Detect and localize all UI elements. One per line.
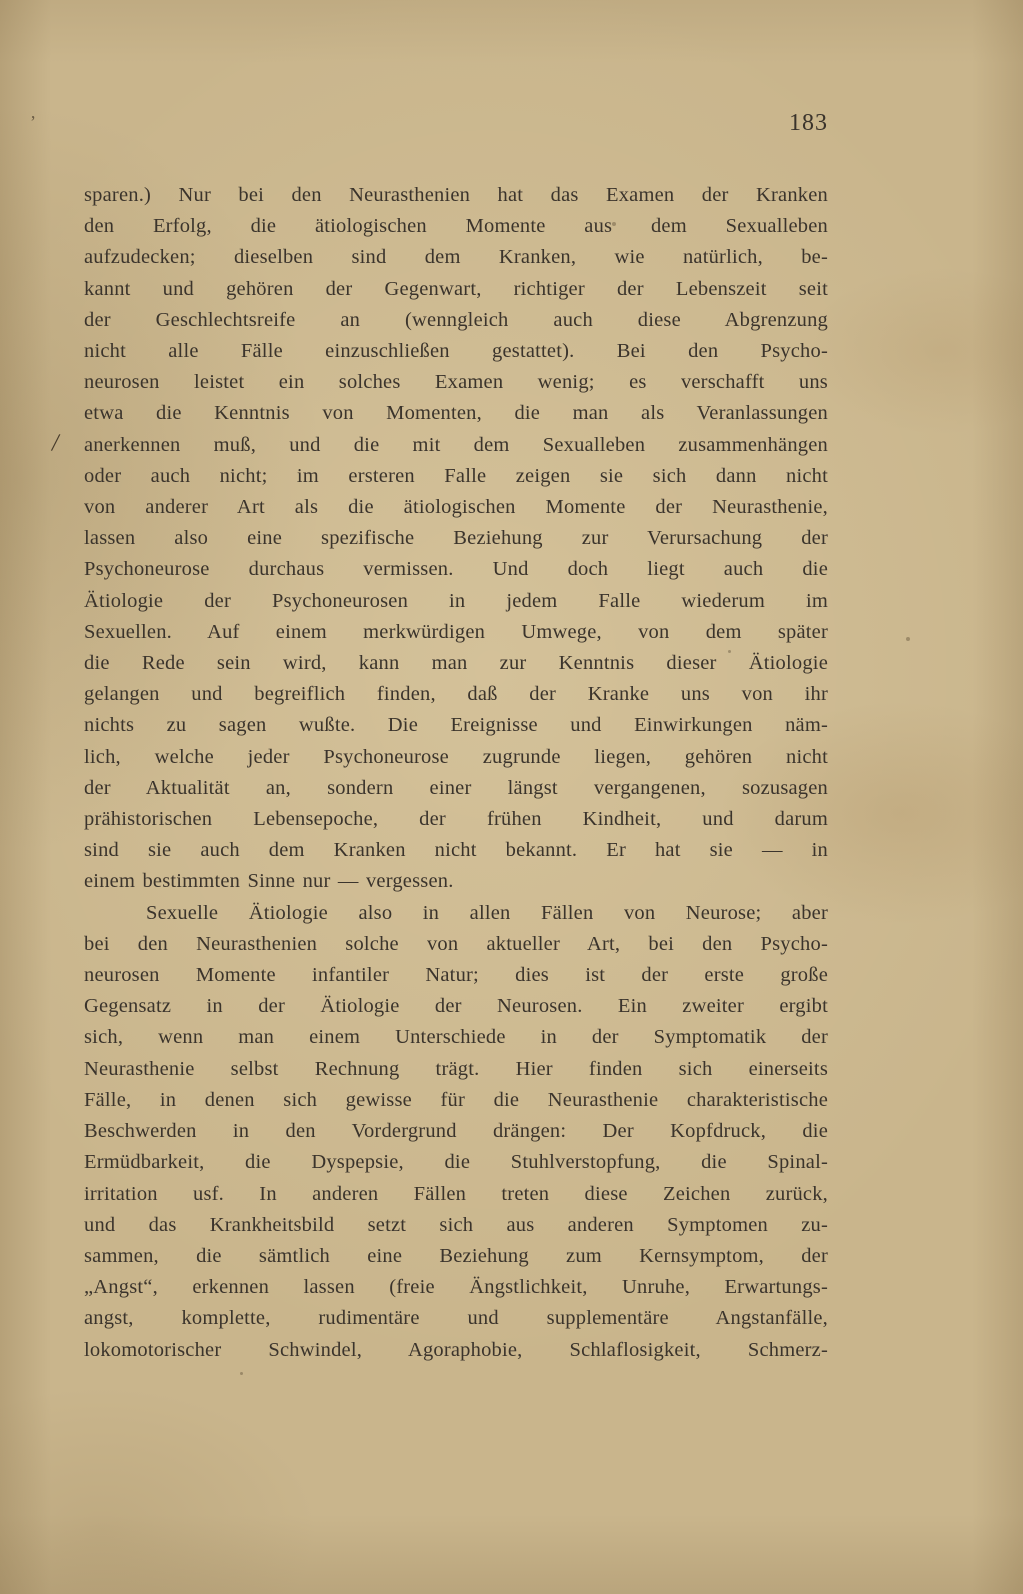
text-line: aufzudecken; dieselben sind dem Kranken, wie natürlich, be- <box>84 246 828 269</box>
text-line: Psychoneurose durchaus vermissen. Und doch liegt auch die <box>84 558 828 581</box>
text-line: Beschwerden in den Vordergrund drängen: Der Kopfdruck, die <box>84 1120 828 1143</box>
text-line: der Aktualität an, sondern einer längst vergangenen, sozusagen <box>84 776 828 799</box>
text-line: „Angst“, erkennen lassen (freie Ängstlichkeit, Unruhe, Erwartungs- <box>84 1276 828 1299</box>
text-line: Neurasthenie selbst Rechnung trägt. Hier finden sich einerseits <box>84 1057 828 1080</box>
text-line: anerkennen muß, und die mit dem Sexualleben zusammenhängen <box>84 433 828 456</box>
text-line: etwa die Kenntnis von Momenten, die man als Veranlassungen <box>84 402 828 425</box>
text-line: den Erfolg, die ätiologischen Momente aus dem Sexualleben <box>84 215 828 238</box>
scan-artifact-tick: ’ <box>30 112 36 132</box>
text-line: und das Krankheitsbild setzt sich aus anderen Symptomen zu- <box>84 1213 828 1236</box>
page-number: 183 <box>789 110 828 136</box>
text-line: Gegensatz in der Ätiologie der Neurosen. Ein zweiter ergibt <box>84 995 828 1018</box>
text-line: Sexuellen. Auf einem merkwürdigen Umwege, von dem später <box>84 620 828 643</box>
text-line: neurosen Momente infantiler Natur; dies ist der erste große <box>84 964 828 987</box>
scan-artifact-slash: / <box>50 427 62 458</box>
text-line: lich, welche jeder Psychoneurose zugrunde liegen, gehören nicht <box>84 745 828 768</box>
text-line: lokomotorischer Schwindel, Agoraphobie, Schlaflosigkeit, Schmerz- <box>84 1338 828 1361</box>
text-line: einem bestimmten Sinne nur — vergessen. <box>84 870 454 893</box>
text-line: sparen.) Nur bei den Neurasthenien hat das Examen der Kranken <box>84 184 828 206</box>
text-line: sind sie auch dem Kranken nicht bekannt. Er hat sie — in <box>84 839 828 862</box>
text-line: bei den Neurasthenien solche von aktueller Art, bei den Psycho- <box>84 932 828 955</box>
text-line: Ätiologie der Psychoneurosen in jedem Falle wiederum im <box>84 589 828 612</box>
text-line: nichts zu sagen wußte. Die Ereignisse und Einwirkungen näm- <box>84 714 828 737</box>
text-line: nicht alle Fälle einzuschließen gestattet). Bei den Psycho- <box>84 340 828 363</box>
text-line: angst, komplette, rudimentäre und supplementäre Angstanfälle, <box>84 1307 828 1330</box>
text-line: oder auch nicht; im ersteren Falle zeigen sie sich dann nicht <box>84 464 828 487</box>
text-line: Sexuelle Ätiologie also in allen Fällen von Neurose; aber <box>146 901 828 924</box>
text-line: lassen also eine spezifische Beziehung zur Verursachung der <box>84 527 828 550</box>
text-block <box>84 180 828 1366</box>
text-line: prähistorischen Lebensepoche, der frühen Kindheit, und darum <box>84 808 828 831</box>
text-line: sammen, die sämtlich eine Beziehung zum Kernsymptom, der <box>84 1244 828 1267</box>
text-line: von anderer Art als die ätiologischen Momente der Neurasthenie, <box>84 496 828 519</box>
text-line: Ermüdbarkeit, die Dyspepsie, die Stuhlverstopfung, die Spinal- <box>84 1151 828 1174</box>
text-line: der Geschlechtsreife an (wenngleich auch diese Abgrenzung <box>84 308 828 331</box>
text-line: irritation usf. In anderen Fällen treten diese Zeichen zurück, <box>84 1182 828 1205</box>
text-line: Fälle, in denen sich gewisse für die Neurasthenie charakteristische <box>84 1088 828 1111</box>
text-line: neurosen leistet ein solches Examen wenig; es verschafft uns <box>84 371 828 394</box>
text-line: sich, wenn man einem Unterschiede in der Symptomatik der <box>84 1026 828 1049</box>
text-line: kannt und gehören der Gegenwart, richtiger der Lebenszeit seit <box>84 277 828 300</box>
text-line: die Rede sein wird, kann man zur Kenntnis dieser Ätiologie <box>84 652 828 675</box>
text-line: gelangen und begreiflich finden, daß der Kranke uns von ihr <box>84 683 828 706</box>
